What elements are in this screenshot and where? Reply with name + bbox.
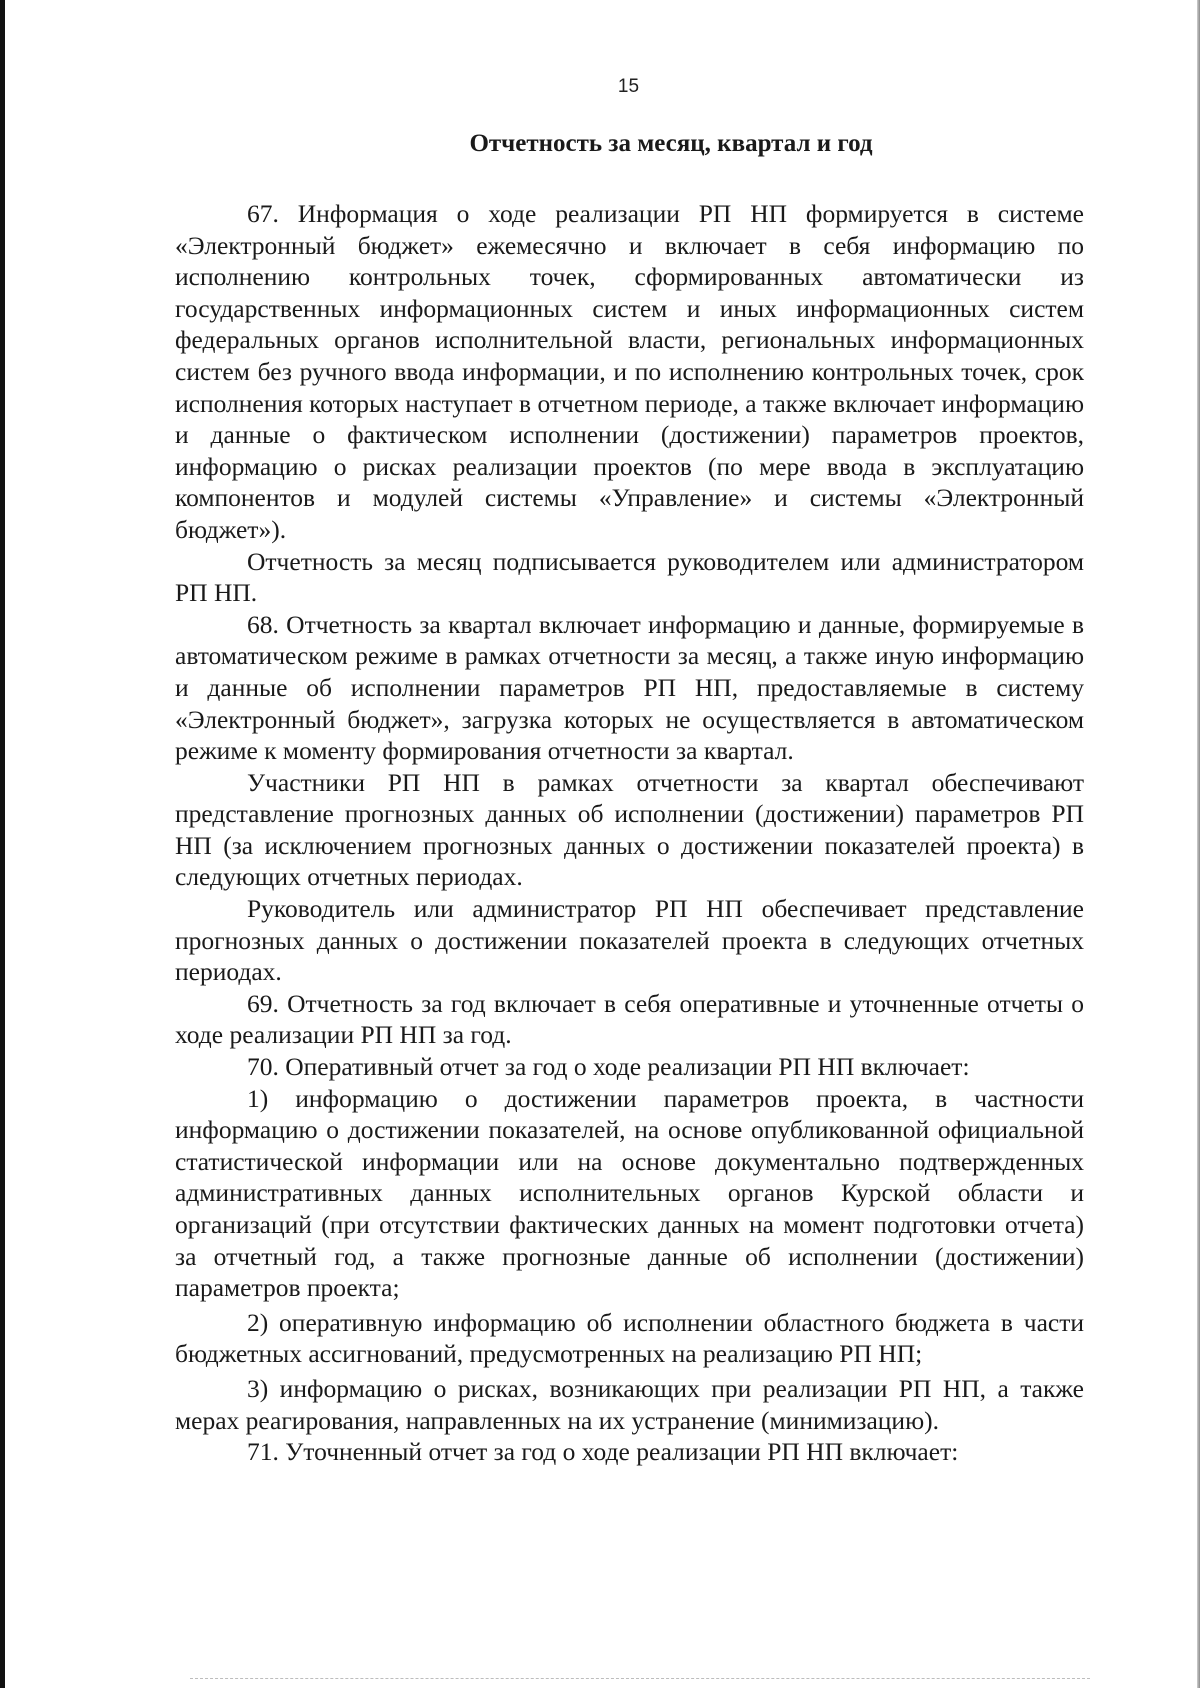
paragraph-70-item-2: 2) оперативную информацию об исполнении областного бюджета в части бюджетных ассигнований, предусмотренных на реализацию РП НП; xyxy=(175,1307,1084,1369)
section-title: Отчетность за месяц, квартал и год xyxy=(469,130,873,157)
paragraph-70-item-1: 1) информацию о достижении параметров проекта, в частности информацию о достижении показателей, на основе опубликованной официальной статистической информации или на основе документально подтвержденных административных данных исполнительных органов Курской области и организаций (при отсутствии фактических данных на момент подготовки отчета) за отчетный год, а также прогнозные данные об исполнении (достижении) параметров проекта; xyxy=(175,1083,1084,1303)
paragraph-68: 68. Отчетность за квартал включает информацию и данные, формируемые в автоматическом режиме в рамках отчетности за месяц, а также иную информацию и данные об исполнении параметров РП НП, предоставляемые в систему «Электронный бюджет», загрузка которых не осуществляется в автоматическом режиме к моменту формирования отчетности за квартал. xyxy=(175,609,1084,766)
paragraph-67: 67. Информация о ходе реализации РП НП формируется в системе «Электронный бюджет» ежемесячно и включает в себя информацию по исполнению контрольных точек, сформированных автоматически из государственных информационных систем и иных информационных систем федеральных органов исполнительной власти, региональных информационных систем без ручного ввода информации, и по исполнению контрольных точек, срок исполнения которых наступает в отчетном периоде, а также включает информацию и данные о фактическом исполнении (достижении) параметров проектов, информацию о рисках реализации проектов (по мере ввода в эксплуатацию компонентов и модулей системы «Управление» и системы «Электронный бюджет»). xyxy=(175,199,1084,544)
paragraph-participants: Участники РП НП в рамках отчетности за квартал обеспечивают представление прогнозных данных об исполнении (достижении) параметров РП НП (за исключением прогнозных данных о достижении показателей проекта) в следующих отчетных периодах. xyxy=(175,767,1084,892)
paragraph-monthly-signing: Отчетность за месяц подписывается руководителем или администратором РП НП. xyxy=(175,546,1084,608)
paragraph-head-or-admin: Руководитель или администратор РП НП обеспечивает представление прогнозных данных о достижении показателей проекта в следующих отчетных периодах. xyxy=(175,894,1084,987)
paragraph-70-item-3: 3) информацию о рисках, возникающих при реализации РП НП, а также мерах реагирования, направленных на их устранение (минимизацию). xyxy=(175,1373,1084,1435)
document-body xyxy=(175,128,1084,1468)
page-number: 15 xyxy=(617,76,640,97)
paragraph-69: 69. Отчетность за год включает в себя оперативные и уточненные отчеты о ходе реализации РП НП за год. xyxy=(175,988,1084,1050)
scan-edge-left xyxy=(0,0,5,1688)
paragraph-71: 71. Уточненный отчет за год о ходе реализации РП НП включает: xyxy=(247,1437,959,1467)
paragraph-70: 70. Оперативный отчет за год о ходе реализации РП НП включает: xyxy=(247,1052,970,1082)
bottom-scan-line xyxy=(190,1678,1090,1680)
